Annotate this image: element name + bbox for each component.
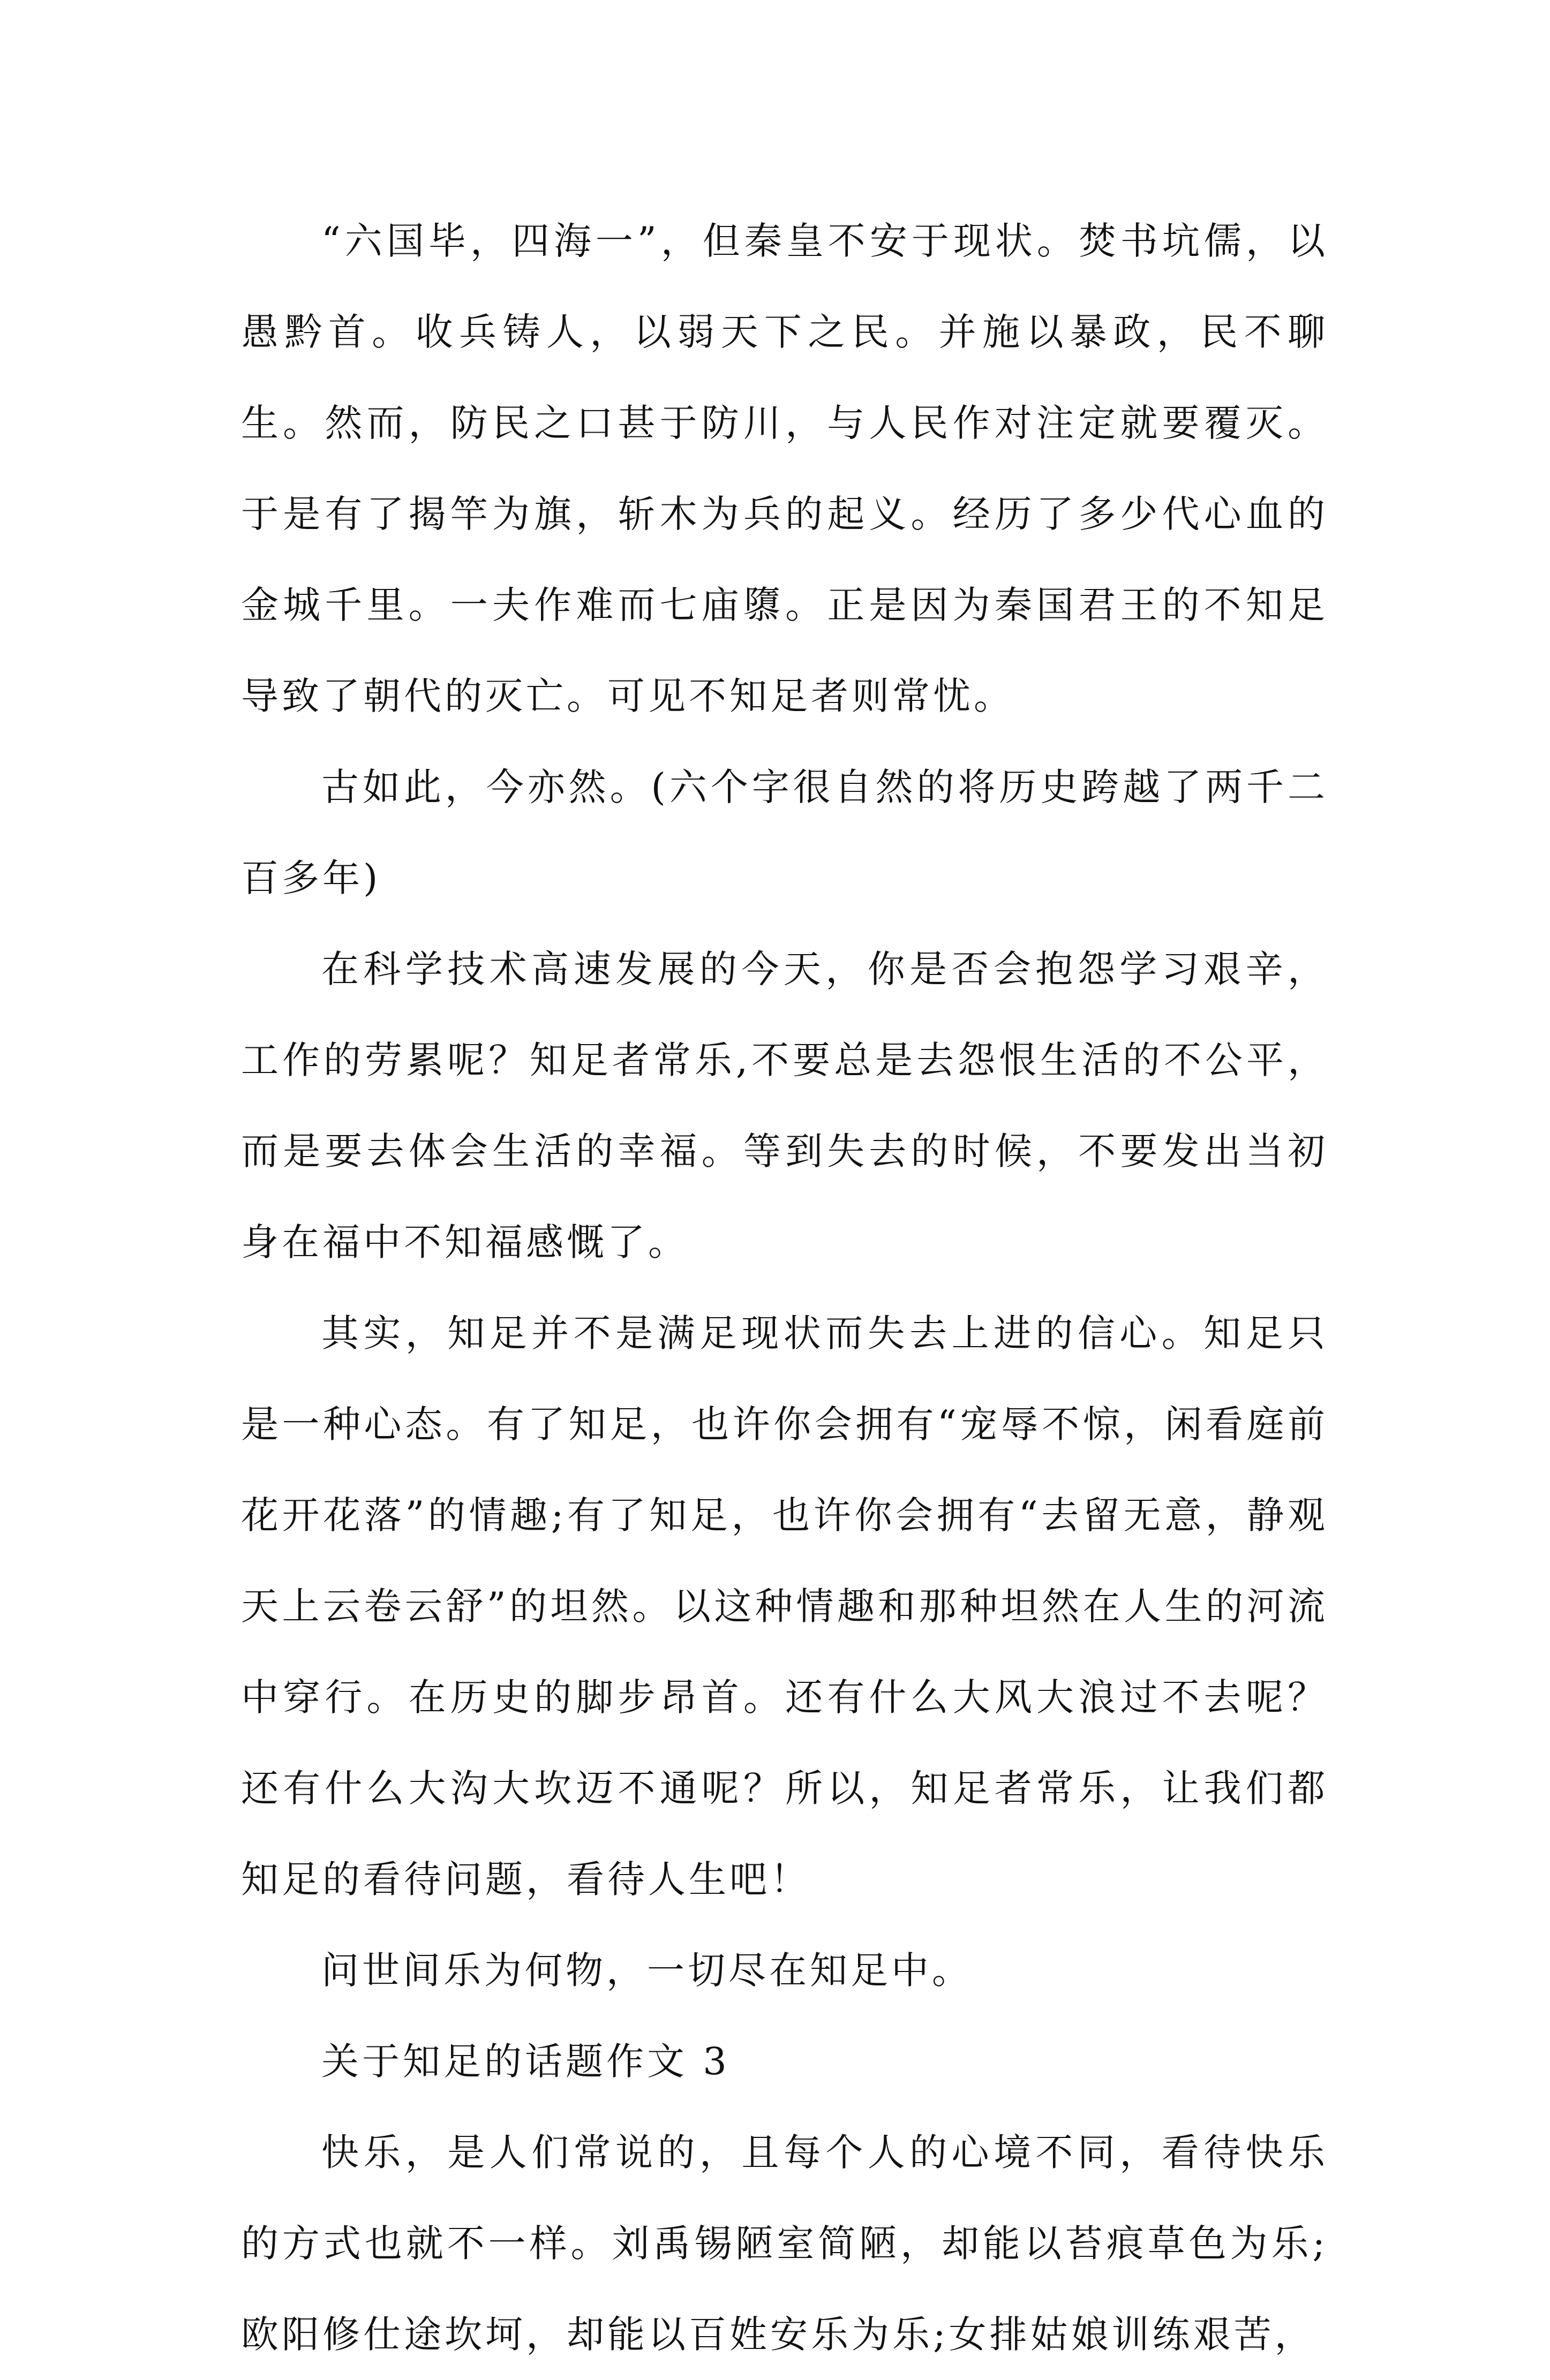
paragraph-qin-dynasty: “六国毕，四海一”，但秦皇不安于现状。焚书坑儒，以愚黔首。收兵铸人，以弱天下之民。并施以暴政，民不聊生。然而，防民之口甚于防川，与人民作对注定就要覆灭。于是有了揭竿为旗，斩木为兵的起义。经历了多少代心血的金城千里。一夫作难而七庙隳。正是因为秦国君王的不知足导致了朝代的灭亡。可见不知足者则常忧。: [241, 219, 1328, 718]
essay-heading-3: 关于知足的话题作文 3: [321, 2039, 730, 2083]
paragraph-happiness: 快乐，是人们常说的，且每个人的心境不同，看待快乐的方式也就不一样。刘禹锡陋室简陋，却能以苔痕草色为乐;欧阳修仕途坎坷，却能以百姓安乐为乐;女排姑娘训练艰苦，: [241, 2130, 1328, 2356]
essay-body: [241, 195, 1328, 2380]
paragraph-ancient-and-modern: 古如此，今亦然。(六个字很自然的将历史跨越了两千二百多年): [241, 765, 1328, 900]
paragraph-conclusion: 问世间乐为何物，一切尽在知足中。: [321, 1948, 973, 1992]
paragraph-contentment-attitude: 其实，知足并不是满足现状而失去上进的信心。知足只是一种心态。有了知足，也许你会拥有“宠辱不惊，闲看庭前花开花落”的情趣;有了知足，也许你会拥有“去留无意，静观天上云卷云舒”的坦然。以这种情趣和那种坦然在人生的河流中穿行。在历史的脚步昂首。还有什么大风大浪过不去呢？还有什么大沟大坎迈不通呢？所以，知足者常乐，让我们都知足的看待问题，看待人生吧！: [241, 1311, 1328, 1901]
paragraph-modern-times: 在科学技术高速发展的今天，你是否会抱怨学习艰辛，工作的劳累呢？知足者常乐,不要总是去怨恨生活的不公平，而是要去体会生活的幸福。等到失去的时候，不要发出当初身在福中不知福感慨了。: [241, 947, 1328, 1264]
